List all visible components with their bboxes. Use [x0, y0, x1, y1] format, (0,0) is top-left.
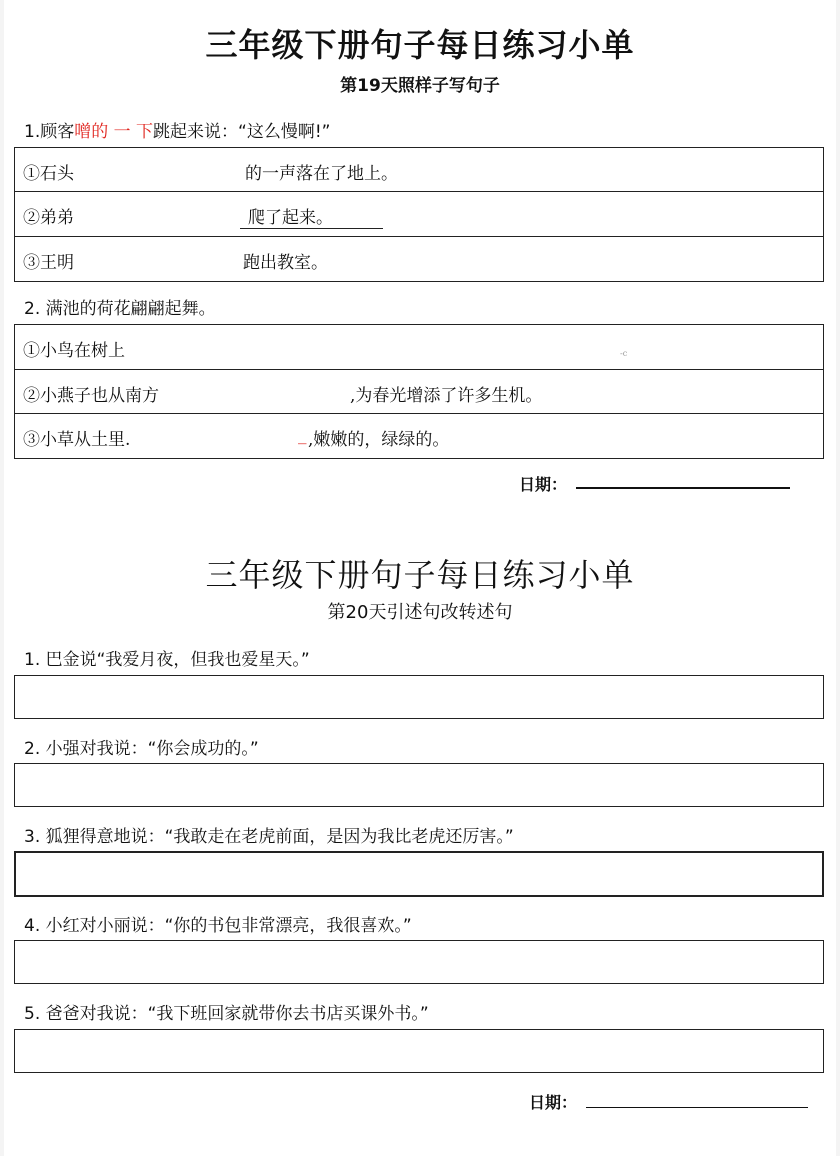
worksheet1-subtitle: 第19天照样子写句子: [340, 76, 500, 96]
w2-question-2: 2. 小强对我说：“你会成功的。”: [24, 739, 259, 759]
question1-part2: 跳起来说：“这么慢啊!”: [153, 122, 331, 142]
row-prefix: ②小燕子也从南方: [23, 386, 159, 406]
w2-question-3: 3. 狐狸得意地说：“我敢走在老虎前面，是因为我比老虎还厉害。”: [24, 827, 514, 847]
answer-box-2[interactable]: [14, 763, 824, 807]
red-underscore-mark: _: [298, 425, 307, 445]
answer-box-4[interactable]: [14, 940, 824, 984]
row-prefix: ②弟弟: [23, 208, 74, 228]
row-suffix: 跑出教室。: [243, 253, 328, 273]
worksheet2-subtitle: 第20天引述句改转述句: [327, 602, 513, 623]
table-row: [15, 414, 823, 458]
stray-mark: -c: [620, 349, 628, 358]
worksheet1-title: 三年级下册句子每日练习小单: [205, 26, 635, 64]
worksheet1-date-line[interactable]: [576, 487, 790, 489]
answer-box-3[interactable]: [14, 851, 824, 897]
w2-question-1: 1. 巴金说“我爱月夜，但我也爱星天。”: [24, 650, 310, 670]
table-row: [15, 370, 823, 414]
worksheet2-date-label: 日期：: [529, 1093, 578, 1112]
row-prefix: ③王明: [23, 253, 74, 273]
row-suffix: 的一声落在了地上。: [245, 164, 398, 184]
row-prefix: ③小草从土里.: [23, 430, 131, 450]
answer-box-5[interactable]: [14, 1029, 824, 1073]
worksheet2-date-line[interactable]: [586, 1107, 808, 1108]
row-answer-underlined[interactable]: 爬了起来。: [240, 203, 383, 229]
worksheet1-date-label: 日期：: [519, 475, 568, 494]
w2-question-4: 4. 小红对小丽说：“你的书包非常漂亮，我很喜欢。”: [24, 916, 412, 936]
table-row: [15, 325, 823, 370]
question2-prompt: 2. 满池的荷花翩翩起舞。: [24, 299, 216, 319]
question1-number: 1.: [24, 122, 41, 142]
table-row: [15, 192, 823, 237]
row-suffix: ,嫩嫩的，绿绿的。: [308, 430, 450, 450]
question1-prompt: [24, 117, 330, 142]
row-prefix: ①小鸟在树上: [23, 341, 125, 361]
question2-table: [14, 324, 824, 459]
worksheet-page: [4, 0, 836, 1156]
worksheet2-title: 三年级下册句子每日练习小单: [205, 556, 635, 594]
question1-part1: 顾客: [40, 122, 75, 142]
question1-highlight: 噌的 一 下: [74, 122, 154, 142]
table-row: [15, 237, 823, 281]
row-prefix: ①石头: [23, 164, 74, 184]
answer-box-1[interactable]: [14, 675, 824, 719]
w2-question-5: 5. 爸爸对我说：“我下班回家就带你去书店买课外书。”: [24, 1004, 429, 1024]
question1-table: [14, 147, 824, 282]
table-row: [15, 148, 823, 192]
row-suffix: ,为春光增添了许多生机。: [350, 386, 543, 406]
